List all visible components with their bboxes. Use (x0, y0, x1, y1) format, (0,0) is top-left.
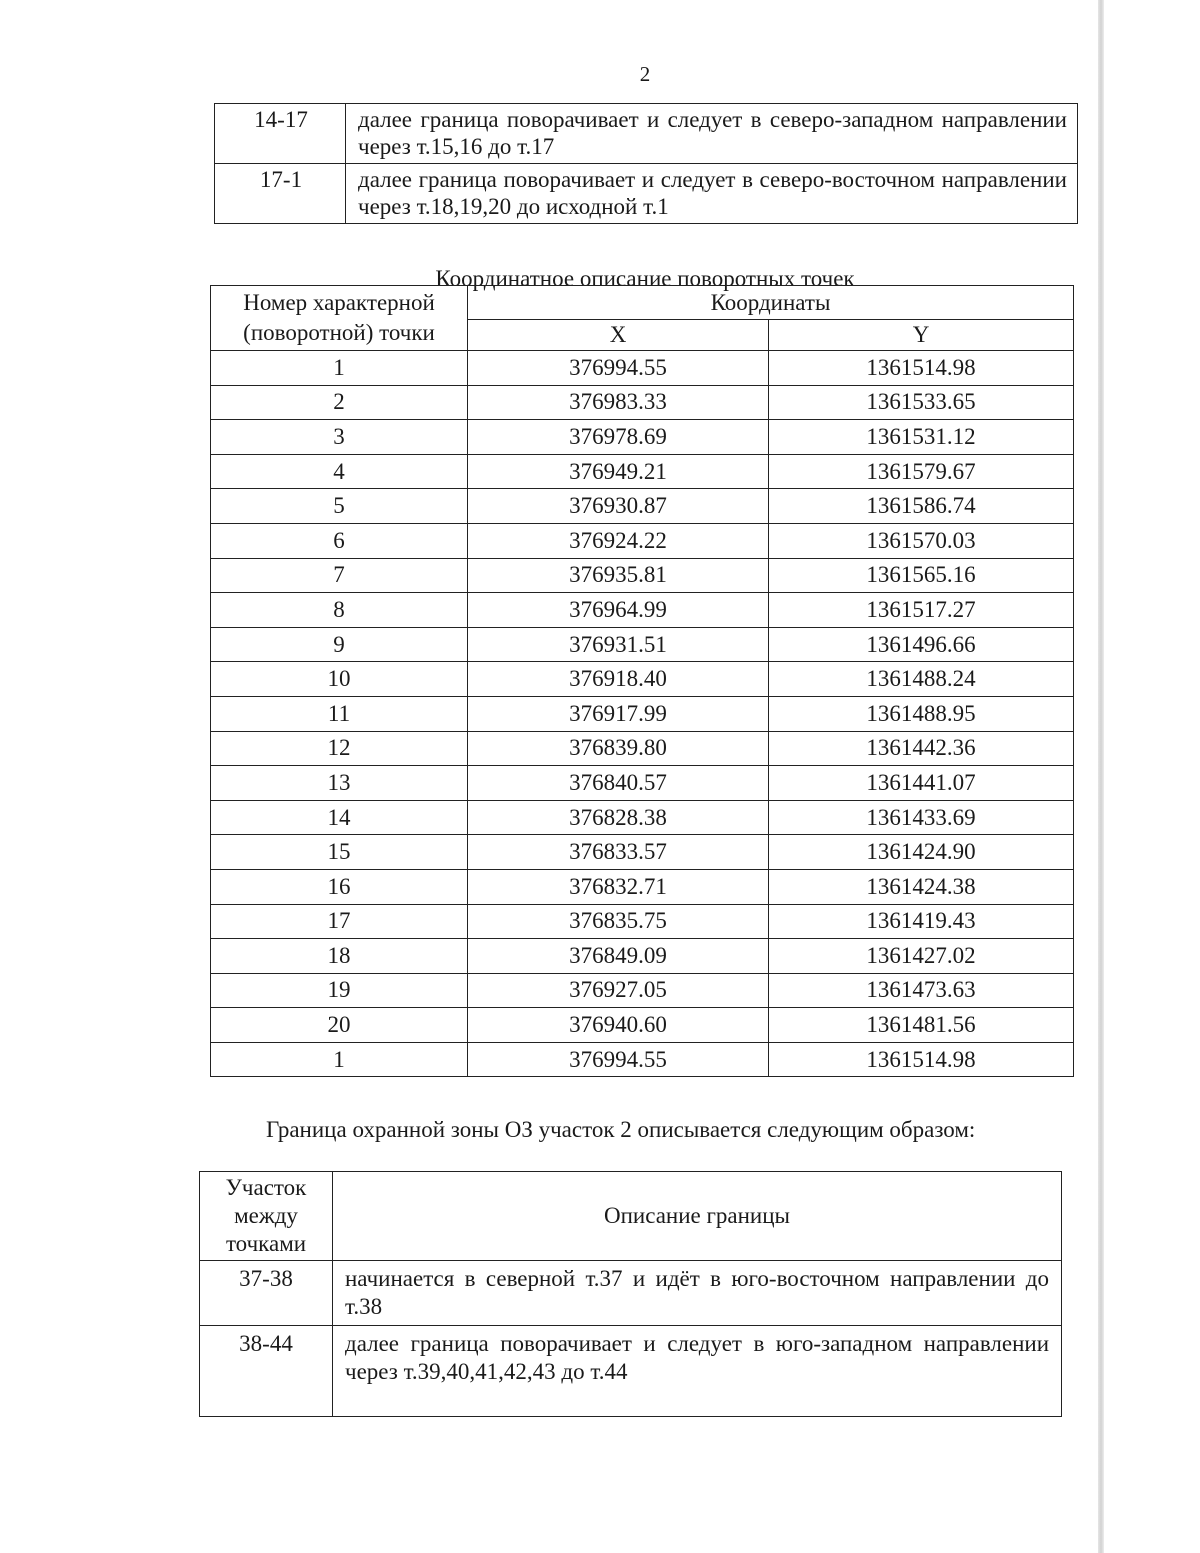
description-cell: начинается в северной т.37 и идёт в юго-восточном направлении до т.38 (333, 1261, 1062, 1326)
y-coordinate-cell: 1361586.74 (769, 489, 1074, 524)
segment-cell: 14-17 (215, 104, 346, 164)
segment-cell: 17-1 (215, 164, 346, 224)
point-number-cell: 12 (211, 731, 468, 766)
description-cell: далее граница поворачивает и следует в северо-западном направлении через т.15,16 до т.17 (346, 104, 1078, 164)
zone-paragraph-text: Граница охранной зоны ОЗ участок 2 описывается следующим образом: (266, 1117, 976, 1142)
coordinate-row (211, 627, 1074, 662)
point-number-cell: 14 (211, 800, 468, 835)
x-coordinate-cell: 376840.57 (468, 766, 769, 801)
table-row (215, 104, 1078, 164)
point-number-cell: 3 (211, 420, 468, 455)
coordinate-row (211, 351, 1074, 386)
header-row (211, 286, 1074, 320)
table-row (215, 164, 1078, 224)
x-coordinate-cell: 376835.75 (468, 904, 769, 939)
y-coordinate-cell: 1361533.65 (769, 385, 1074, 420)
x-coordinate-cell: 376994.55 (468, 351, 769, 386)
x-coordinate-cell: 376964.99 (468, 593, 769, 628)
coordinate-row (211, 869, 1074, 904)
coordinate-row (211, 662, 1074, 697)
y-coordinate-cell: 1361517.27 (769, 593, 1074, 628)
zone-boundary-table (199, 1171, 1062, 1417)
coordinate-row (211, 420, 1074, 455)
y-coordinate-cell: 1361488.24 (769, 662, 1074, 697)
coordinate-row (211, 558, 1074, 593)
point-number-cell: 2 (211, 385, 468, 420)
y-coordinate-cell: 1361419.43 (769, 904, 1074, 939)
x-coordinate-cell: 376983.33 (468, 385, 769, 420)
x-coordinate-cell: 376849.09 (468, 939, 769, 974)
x-coordinate-cell: 376949.21 (468, 454, 769, 489)
coordinate-row (211, 454, 1074, 489)
coordinate-row (211, 593, 1074, 628)
point-number-cell: 6 (211, 523, 468, 558)
boundary-continuation-table (214, 103, 1078, 224)
y-coordinate-cell: 1361433.69 (769, 800, 1074, 835)
x-coordinate-cell: 376994.55 (468, 1042, 769, 1077)
y-coordinate-cell: 1361427.02 (769, 939, 1074, 974)
y-coordinate-cell: 1361565.16 (769, 558, 1074, 593)
coordinate-row (211, 835, 1074, 870)
zone-paragraph (202, 1116, 1064, 1143)
coordinate-row (211, 939, 1074, 974)
coordinate-row (211, 1008, 1074, 1043)
y-coordinate-cell: 1361481.56 (769, 1008, 1074, 1043)
coordinate-row (211, 766, 1074, 801)
point-number-cell: 10 (211, 662, 468, 697)
y-coordinate-cell: 1361514.98 (769, 351, 1074, 386)
point-number-cell: 1 (211, 1042, 468, 1077)
coordinates-caption: Координатное описание поворотных точек (435, 266, 855, 291)
point-number-cell: 19 (211, 973, 468, 1008)
point-number-cell: 4 (211, 454, 468, 489)
x-coordinate-cell: 376940.60 (468, 1008, 769, 1043)
x-coordinate-cell: 376924.22 (468, 523, 769, 558)
description-cell: далее граница поворачивает и следует в юго-западном направлении через т.39,40,41,42,43 до т.44 (333, 1326, 1062, 1417)
y-coordinate-cell: 1361531.12 (769, 420, 1074, 455)
x-coordinate-cell: 376930.87 (468, 489, 769, 524)
header-row (200, 1172, 1062, 1261)
x-coordinate-cell: 376931.51 (468, 627, 769, 662)
y-coordinate-cell: 1361424.38 (769, 869, 1074, 904)
coordinates-table (210, 285, 1074, 1077)
point-number-cell: 13 (211, 766, 468, 801)
point-number-cell: 5 (211, 489, 468, 524)
x-coordinate-cell: 376828.38 (468, 800, 769, 835)
point-number-cell: 18 (211, 939, 468, 974)
coordinate-row (211, 1042, 1074, 1077)
coordinate-row (211, 489, 1074, 524)
y-coordinate-cell: 1361570.03 (769, 523, 1074, 558)
description-cell: далее граница поворачивает и следует в северо-восточном направлении через т.18,19,20 до исходной т.1 (346, 164, 1078, 224)
x-coordinate-cell: 376832.71 (468, 869, 769, 904)
x-coordinate-cell: 376935.81 (468, 558, 769, 593)
coordinate-row (211, 696, 1074, 731)
point-number-cell: 9 (211, 627, 468, 662)
header-y: Y (769, 320, 1074, 351)
header-point-number: Номер характерной (поворотной) точки (211, 286, 468, 351)
x-coordinate-cell: 376833.57 (468, 835, 769, 870)
coordinate-row (211, 523, 1074, 558)
point-number-cell: 11 (211, 696, 468, 731)
y-coordinate-cell: 1361424.90 (769, 835, 1074, 870)
point-number-cell: 7 (211, 558, 468, 593)
y-coordinate-cell: 1361473.63 (769, 973, 1074, 1008)
table-row (200, 1261, 1062, 1326)
header-segment: Участок между точками (200, 1172, 333, 1261)
y-coordinate-cell: 1361579.67 (769, 454, 1074, 489)
point-number-cell: 20 (211, 1008, 468, 1043)
point-number-cell: 15 (211, 835, 468, 870)
x-coordinate-cell: 376978.69 (468, 420, 769, 455)
x-coordinate-cell: 376918.40 (468, 662, 769, 697)
header-x: X (468, 320, 769, 351)
coordinate-row (211, 800, 1074, 835)
y-coordinate-cell: 1361496.66 (769, 627, 1074, 662)
x-coordinate-cell: 376927.05 (468, 973, 769, 1008)
table-row (200, 1326, 1062, 1417)
x-coordinate-cell: 376839.80 (468, 731, 769, 766)
header-description: Описание границы (333, 1172, 1062, 1261)
point-number-cell: 1 (211, 351, 468, 386)
coordinates-body (211, 351, 1074, 1077)
segment-cell: 37-38 (200, 1261, 333, 1326)
coordinate-row (211, 904, 1074, 939)
point-number-cell: 16 (211, 869, 468, 904)
page-number: 2 (639, 62, 651, 86)
x-coordinate-cell: 376917.99 (468, 696, 769, 731)
scan-edge (1098, 0, 1104, 1553)
y-coordinate-cell: 1361514.98 (769, 1042, 1074, 1077)
point-number-cell: 8 (211, 593, 468, 628)
y-coordinate-cell: 1361488.95 (769, 696, 1074, 731)
coordinate-row (211, 731, 1074, 766)
coordinate-row (211, 973, 1074, 1008)
point-number-cell: 17 (211, 904, 468, 939)
coordinate-row (211, 385, 1074, 420)
y-coordinate-cell: 1361441.07 (769, 766, 1074, 801)
segment-cell: 38-44 (200, 1326, 333, 1417)
header-coordinates: Координаты (468, 286, 1074, 320)
y-coordinate-cell: 1361442.36 (769, 731, 1074, 766)
